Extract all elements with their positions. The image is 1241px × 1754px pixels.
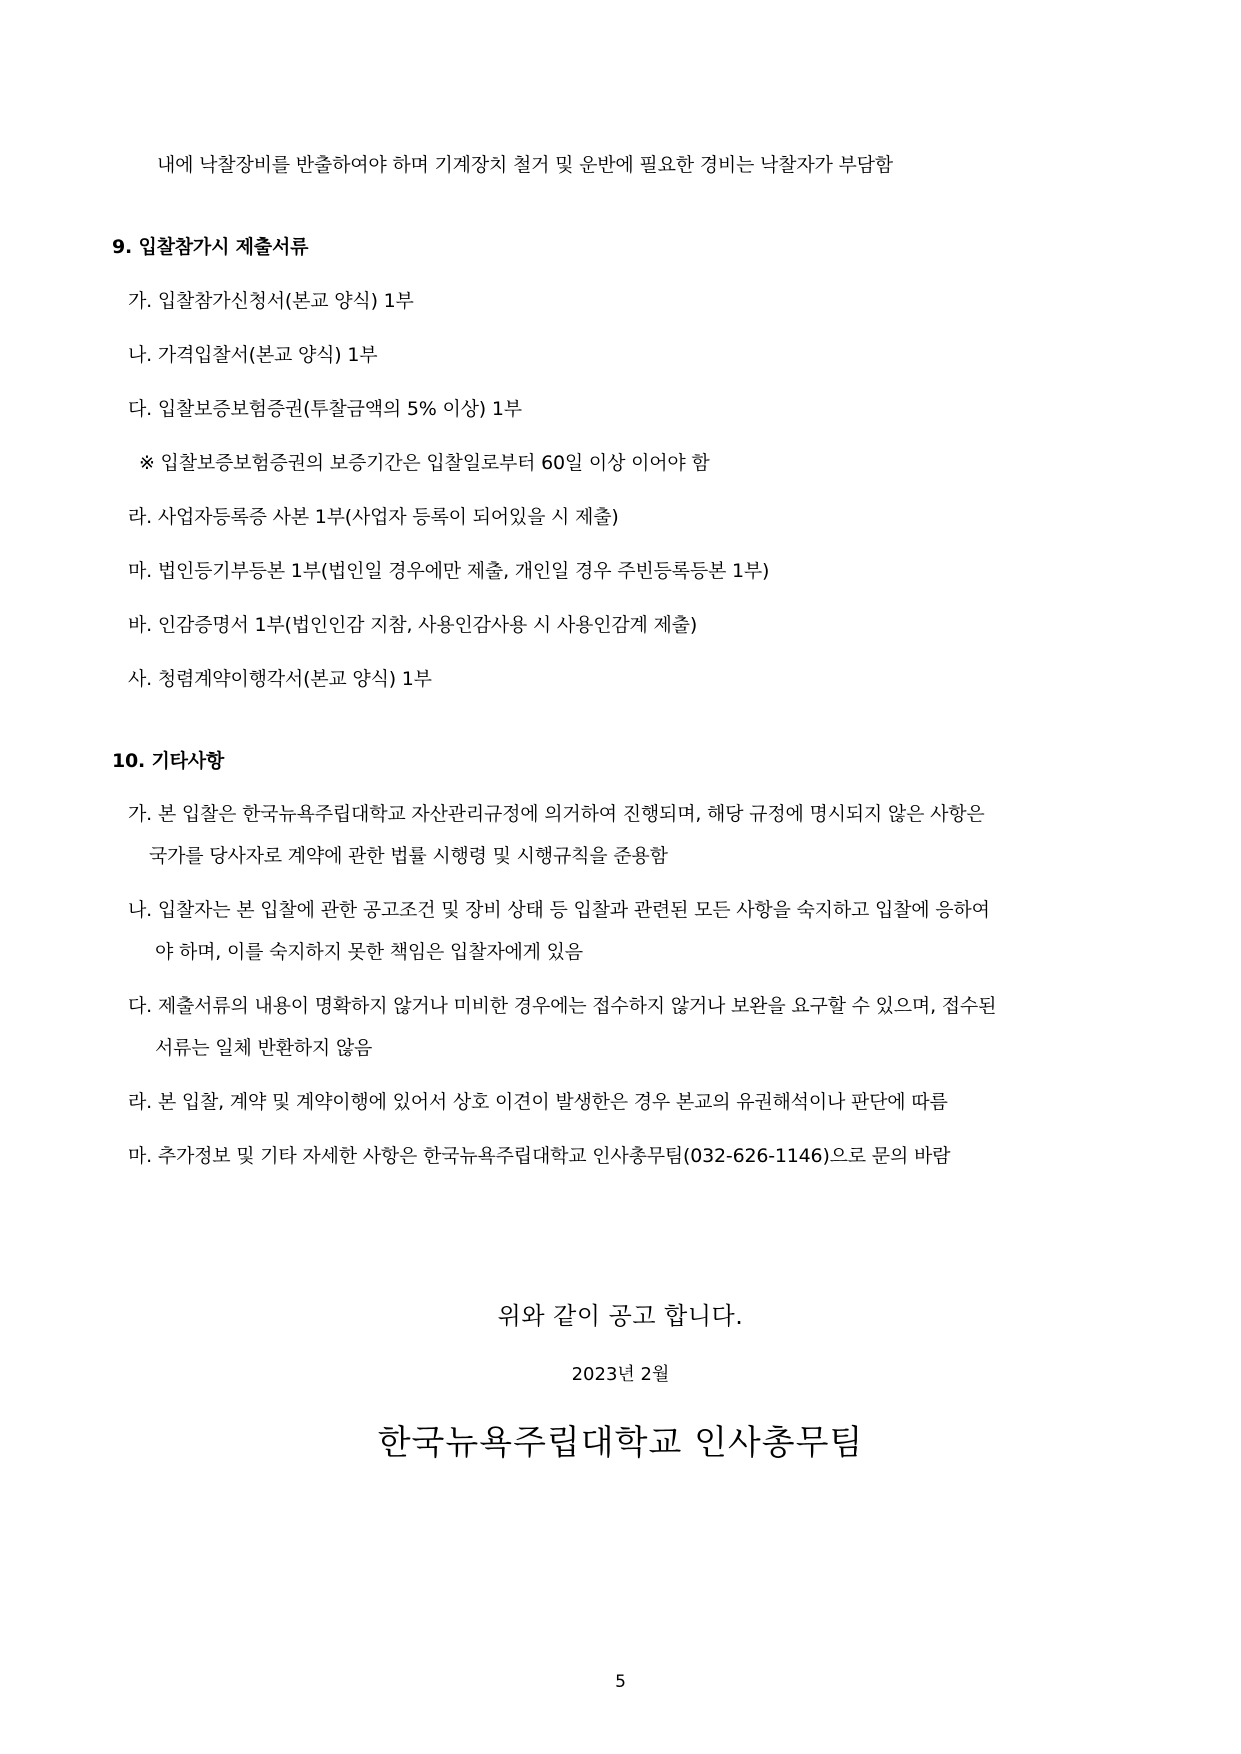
page-number: 5 <box>615 1672 626 1692</box>
section-10-item: 나. 입찰자는 본 입찰에 관한 공고조건 및 장비 상태 등 입찰과 관련된 모든 사항을 숙지하고 입찰에 응하여 <box>128 899 990 921</box>
continuation-text: 내에 낙찰장비를 반출하여야 하며 기계장치 철거 및 운반에 필요한 경비는 낙찰자가 부담함 <box>157 154 893 176</box>
section-9-item: 다. 입찰보증보험증권(투찰금액의 5% 이상) 1부 <box>128 398 522 420</box>
closing-organization: 한국뉴욕주립대학교 인사총무팀 <box>377 1423 864 1463</box>
section-10-item-continuation: 야 하며, 이를 숙지하지 못한 책임은 입찰자에게 있음 <box>155 941 583 963</box>
section-9-item: 바. 인감증명서 1부(법인인감 지참, 사용인감사용 시 사용인감계 제출) <box>128 614 698 636</box>
section-9-item: 사. 청렴계약이행각서(본교 양식) 1부 <box>128 668 432 690</box>
section-10-item: 다. 제출서류의 내용이 명확하지 않거나 미비한 경우에는 접수하지 않거나 보완을 요구할 수 있으며, 접수된 <box>128 995 997 1017</box>
section-10-item-continuation: 서류는 일체 반환하지 않음 <box>155 1037 373 1059</box>
section-10-item: 마. 추가정보 및 기타 자세한 사항은 한국뉴욕주립대학교 인사총무팀(032-626-1146)으로 문의 바람 <box>128 1145 951 1167</box>
section-9-note: ※ 입찰보증보험증권의 보증기간은 입찰일로부터 60일 이상 이어야 함 <box>139 452 710 474</box>
section-10-heading: 10. 기타사항 <box>112 750 225 772</box>
section-10-item-continuation: 국가를 당사자로 계약에 관한 법률 시행령 및 시행규칙을 준용함 <box>149 845 668 867</box>
closing-date: 2023년 2월 <box>571 1364 670 1385</box>
section-10-item: 라. 본 입찰, 계약 및 계약이행에 있어서 상호 이견이 발생한은 경우 본교의 유권해석이나 판단에 따름 <box>128 1091 948 1113</box>
section-9-heading: 9. 입찰참가시 제출서류 <box>112 236 309 258</box>
section-9-item: 라. 사업자등록증 사본 1부(사업자 등록이 되어있을 시 제출) <box>128 506 619 528</box>
section-9-item: 나. 가격입찰서(본교 양식) 1부 <box>128 344 378 366</box>
section-10-item: 가. 본 입찰은 한국뉴욕주립대학교 자산관리규정에 의거하여 진행되며, 해당 규정에 명시되지 않은 사항은 <box>128 803 985 825</box>
section-9-item: 마. 법인등기부등본 1부(법인일 경우에만 제출, 개인일 경우 주빈등록등본 1부) <box>128 560 770 582</box>
closing-statement: 위와 같이 공고 합니다. <box>497 1302 744 1330</box>
section-9-item: 가. 입찰참가신청서(본교 양식) 1부 <box>128 290 414 312</box>
